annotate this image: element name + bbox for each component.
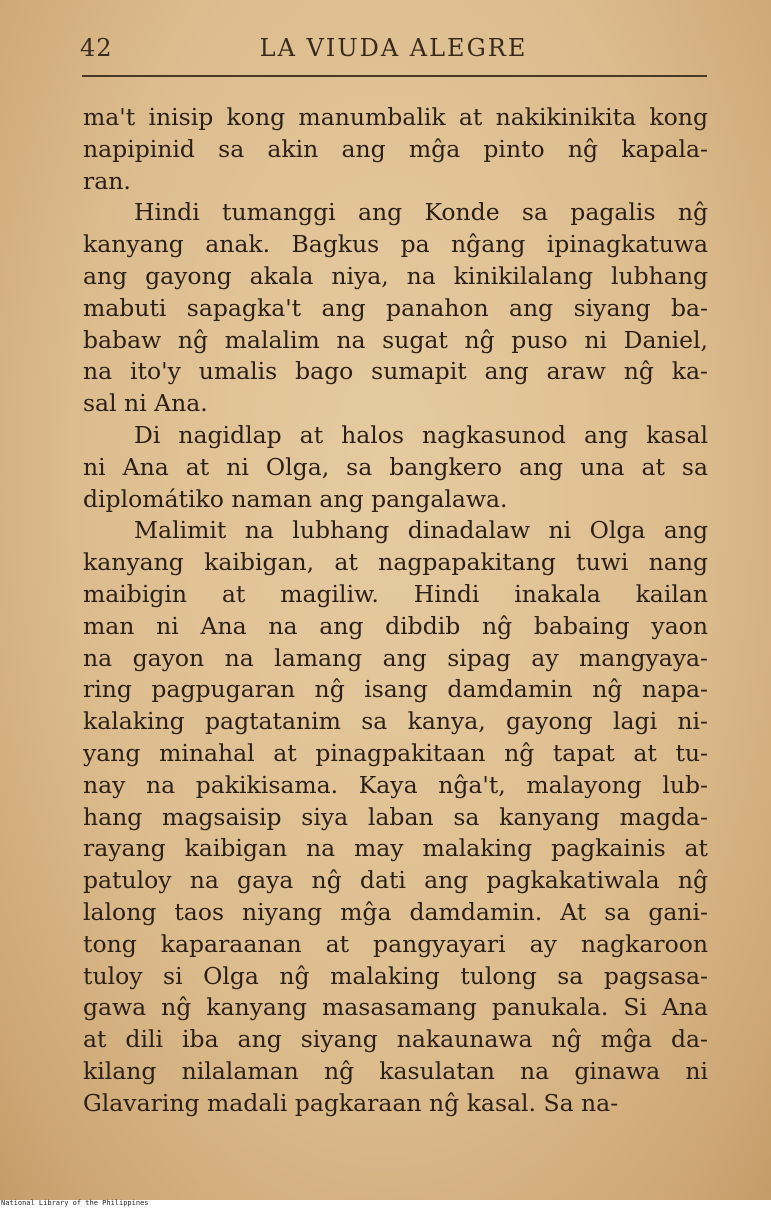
text-line: Glavaring madali pagkaraan nĝ kasal. Sa na-: [83, 1088, 619, 1117]
body-text: [83, 102, 708, 1120]
text-line: nay na pakikisama. Kaya nĝa't, malayong lub-: [83, 770, 708, 799]
text-line: kalaking pagtatanim sa kanya, gayong lagi ni-: [83, 707, 708, 736]
text-line: ni Ana at ni Olga, sa bangkero ang una at sa: [83, 452, 708, 481]
running-title: LA VIUDA ALEGRE: [259, 34, 528, 62]
text-line: ran.: [83, 166, 131, 195]
text-line: maibigin at magiliw. Hindi inakala kailan: [83, 579, 708, 608]
text-line: Hindi tumanggi ang Konde sa pagalis nĝ: [134, 198, 708, 227]
text-line: at dili iba ang siyang nakaunawa nĝ mĝa da-: [83, 1025, 708, 1054]
text-line: Malimit na lubhang dinadalaw ni Olga ang: [134, 516, 708, 545]
text-line: babaw nĝ malalim na sugat nĝ puso ni Daniel,: [83, 325, 708, 354]
text-line: yang minahal at pinagpakitaan nĝ tapat at tu-: [83, 738, 708, 767]
page-header: [80, 34, 707, 68]
text-line: diplomátiko naman ang pangalawa.: [83, 484, 508, 513]
text-line: tuloy si Olga nĝ malaking tulong sa pagsasa-: [83, 961, 708, 990]
text-line: sal ni Ana.: [83, 389, 208, 418]
text-line: man ni Ana na ang dibdib nĝ babaing yaon: [83, 611, 708, 640]
text-line: rayang kaibigan na may malaking pagkainis at: [83, 834, 708, 863]
text-line: ring pagpugaran nĝ isang damdamin nĝ napa-: [83, 675, 708, 704]
text-line: patuloy na gaya nĝ dati ang pagkakatiwala nĝ: [83, 866, 708, 895]
text-line: lalong taos niyang mĝa damdamin. At sa gani-: [83, 897, 708, 926]
paragraph: [83, 102, 708, 197]
text-line: Di nagidlap at halos nagkasunod ang kasal: [134, 420, 708, 449]
text-line: ang gayong akala niya, na kinikilalang lubhang: [83, 261, 708, 290]
paragraph: [83, 197, 708, 420]
text-line: napipinid sa akin ang mĝa pinto nĝ kapala-: [83, 134, 708, 163]
text-line: na gayon na lamang ang sipag ay mangyaya-: [83, 643, 708, 672]
paragraph: [83, 515, 708, 1119]
text-line: kanyang anak. Bagkus pa nĝang ipinagkatuwa: [83, 230, 708, 259]
header-rule: [82, 75, 707, 77]
text-line: kanyang kaibigan, at nagpapakitang tuwi nang: [83, 548, 708, 577]
library-credit: National Library of the Philippines: [1, 1199, 149, 1207]
text-line: na ito'y umalis bago sumapit ang araw nĝ ka-: [83, 357, 708, 386]
paragraph: [83, 420, 708, 515]
text-line: tong kaparaanan at pangyayari ay nagkaroon: [83, 929, 708, 958]
text-line: ma't inisip kong manumbalik at nakikinikita kong: [83, 103, 708, 131]
text-line: gawa nĝ kanyang masasamang panukala. Si Ana: [83, 993, 708, 1022]
page-number: 42: [80, 34, 113, 62]
text-line: kilang nilalaman nĝ kasulatan na ginawa ni: [83, 1056, 708, 1085]
text-line: mabuti sapagka't ang panahon ang siyang ba-: [83, 293, 708, 322]
text-line: hang magsaisip siya laban sa kanyang magda-: [83, 802, 708, 831]
